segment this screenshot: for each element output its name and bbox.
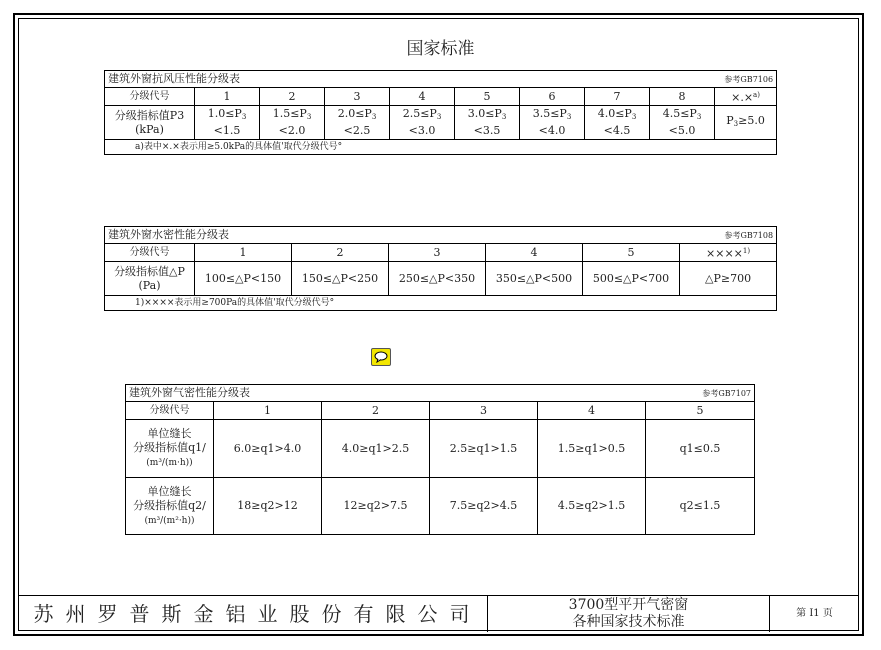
water-table-caption: 建筑外窗水密性能分级表 参考GB7108	[105, 227, 777, 244]
value-cell: 18≥q2>12	[214, 478, 322, 535]
grade-cell: 2	[322, 402, 430, 420]
grade-cell: 6	[520, 88, 585, 106]
grade-cell: 5	[583, 244, 680, 262]
title-block	[18, 595, 859, 631]
air-table-caption: 建筑外窗气密性能分级表 参考GB7107	[126, 385, 755, 402]
wind-table-reference: 参考GB7106	[724, 75, 774, 84]
value-cell: 6.0≥q1>4.0	[214, 420, 322, 478]
grade-cell: 3	[325, 88, 390, 106]
value-cell: 7.5≥q2>4.5	[430, 478, 538, 535]
grade-cell: 2	[260, 88, 325, 106]
value-cell: 100≤△P<150	[195, 262, 292, 296]
wind-grade-row	[105, 88, 777, 106]
value-cell: $P_3\ge 5.0$	[715, 106, 777, 140]
grade-cell: 8	[650, 88, 715, 106]
wind-table-note: a)表中×.×表示用≥5.0kPa的具体值'取代分级代号°	[105, 140, 777, 155]
value-cell: $3.0\le P_3$ <3.5	[455, 106, 520, 140]
value-cell: 150≤△P<250	[292, 262, 389, 296]
value-cell: 350≤△P<500	[486, 262, 583, 296]
water-table-note: 1)××××表示用≥700Pa的具体值'取代分级代号°	[105, 296, 777, 311]
value-cell: $1.0\le P_3$ <1.5	[195, 106, 260, 140]
air-table-reference: 参考GB7107	[702, 389, 752, 398]
water-row-label: 分级指标值△P (Pa)	[105, 262, 195, 296]
value-cell: 1.5≥q1>0.5	[538, 420, 646, 478]
wind-pressure-table	[104, 70, 777, 155]
page-number: 第 I1 页	[796, 608, 833, 619]
grade-cell: 2	[292, 244, 389, 262]
value-cell: 2.5≥q1>1.5	[430, 420, 538, 478]
value-cell: $4.0\le P_3$ <4.5	[585, 106, 650, 140]
water-tightness-table	[104, 226, 777, 311]
air-tightness-table	[125, 384, 755, 535]
grade-header-label: 分级代号	[105, 88, 195, 106]
value-cell: △P≥700	[680, 262, 777, 296]
air-grade-row	[126, 402, 755, 420]
document-title: 3700型平开气密窗 各种国家技术标准	[488, 596, 770, 632]
grade-header-label: 分级代号	[105, 244, 195, 262]
water-grade-row	[105, 244, 777, 262]
grade-cell: 5	[646, 402, 755, 420]
air-q1-label: 单位缝长 分级指标值q1/ (m³/(m·h))	[126, 420, 214, 478]
air-q2-label: 单位缝长 分级指标值q2/ (m³/(m²·h))	[126, 478, 214, 535]
value-cell: 4.0≥q1>2.5	[322, 420, 430, 478]
value-cell: 4.5≥q2>1.5	[538, 478, 646, 535]
value-cell: $1.5\le P_3$ <2.0	[260, 106, 325, 140]
water-value-row	[105, 262, 777, 296]
grade-cell: 5	[455, 88, 520, 106]
speech-bubble-icon[interactable]	[371, 348, 391, 366]
grade-cell: 1	[195, 244, 292, 262]
grade-cell: 4	[390, 88, 455, 106]
value-cell: q1≤0.5	[646, 420, 755, 478]
value-cell: q2≤1.5	[646, 478, 755, 535]
value-cell: $3.5\le P_3$ <4.0	[520, 106, 585, 140]
value-cell: 500≤△P<700	[583, 262, 680, 296]
wind-value-row	[105, 106, 777, 140]
grade-cell: 3	[389, 244, 486, 262]
grade-cell: 4	[486, 244, 583, 262]
water-table-reference: 参考GB7108	[724, 231, 774, 240]
value-cell: $2.0\le P_3$ <2.5	[325, 106, 390, 140]
grade-cell: ×.×$^{a)}$	[715, 88, 777, 106]
value-cell: $4.5\le P_3$ <5.0	[650, 106, 715, 140]
air-q1-row	[126, 420, 755, 478]
wind-table-caption: 建筑外窗抗风压性能分级表 参考GB7106	[105, 71, 777, 88]
grade-cell: 1	[195, 88, 260, 106]
wind-row-label: 分级指标值P3 (kPa)	[105, 106, 195, 140]
company-name: 苏州罗普斯金铝业股份有限公司	[18, 596, 488, 632]
grade-cell: 1	[214, 402, 322, 420]
value-cell: $2.5\le P_3$ <3.0	[390, 106, 455, 140]
grade-cell: 7	[585, 88, 650, 106]
air-q2-row	[126, 478, 755, 535]
grade-cell: 3	[430, 402, 538, 420]
page-title: 国家标准	[406, 39, 475, 59]
value-cell: 12≥q2>7.5	[322, 478, 430, 535]
grade-cell: ××××$^{1)}$	[680, 244, 777, 262]
grade-cell: 4	[538, 402, 646, 420]
grade-header-label: 分级代号	[126, 402, 214, 420]
value-cell: 250≤△P<350	[389, 262, 486, 296]
